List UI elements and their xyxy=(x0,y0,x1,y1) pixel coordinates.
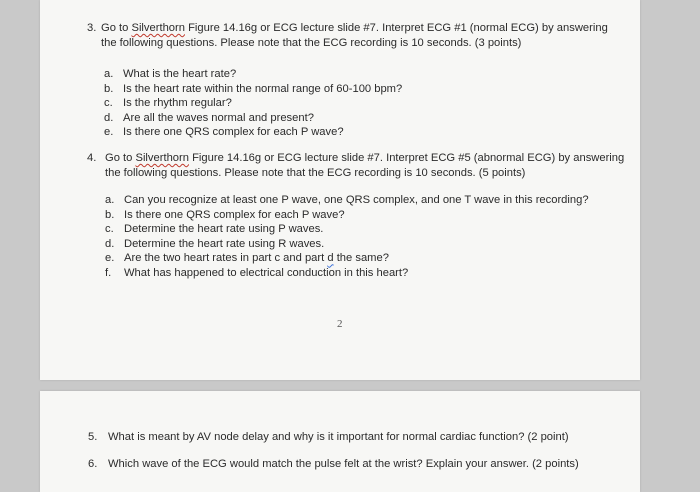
question-text-suffix: Figure 14.16g or ECG lecture slide #7. Interpret ECG #1 (normal ECG) by answering the following questions. Please note that the ECG recording is 10 seconds. (3 points) xyxy=(101,22,608,49)
question-number: 6. xyxy=(88,458,98,470)
item-text: Can you recognize at least one P wave, one QRS complex, and one T wave in this recording? xyxy=(124,194,589,206)
item-text: Are all the waves normal and present? xyxy=(123,111,314,124)
question-text-suffix: Figure 14.16g or ECG lecture slide #7. Interpret ECG #5 (abnormal ECG) by answering the following questions. Please note that the ECG recording is 10 seconds. (5 points) xyxy=(105,152,625,179)
item-letter: b. xyxy=(105,208,115,221)
question-number: 5. xyxy=(88,431,98,443)
item-text: What has happened to electrical conduction in this heart? xyxy=(124,266,409,279)
question-number: 3. xyxy=(87,22,97,34)
question-text xyxy=(105,151,625,181)
question-text-prefix: Go to xyxy=(101,22,132,34)
item-text-prefix: Are the two heart rates in part c and part xyxy=(124,252,328,265)
list-item xyxy=(104,125,402,140)
item-letter: f. xyxy=(105,266,112,279)
grammar-marked-word: d xyxy=(327,252,334,265)
list-item xyxy=(105,266,589,281)
list-item xyxy=(104,82,402,97)
item-text: Is there one QRS complex for each P wave? xyxy=(123,126,344,139)
list-item xyxy=(104,67,402,82)
page-number: 2 xyxy=(337,318,343,330)
question-4-items xyxy=(105,193,589,281)
list-item xyxy=(105,222,589,237)
question-text: Which wave of the ECG would match the pulse felt at the wrist? Explain your answer. (2 points) xyxy=(108,458,579,470)
list-item xyxy=(105,237,589,252)
item-text: Determine the heart rate using R waves. xyxy=(124,237,325,250)
document-page-1 xyxy=(40,0,640,380)
spellcheck-word: Silverthorn xyxy=(135,152,189,164)
item-letter: d. xyxy=(104,111,114,124)
item-letter: a. xyxy=(104,68,114,80)
document-page-2 xyxy=(40,391,640,492)
question-number: 4. xyxy=(87,152,97,164)
question-text xyxy=(101,21,621,51)
question-text-prefix: Go to xyxy=(105,152,136,164)
item-text: Is the rhythm regular? xyxy=(123,97,232,110)
item-letter: c. xyxy=(104,97,113,110)
item-letter: a. xyxy=(105,194,115,206)
list-item xyxy=(105,208,589,223)
item-letter: c. xyxy=(105,223,114,236)
item-text: Is the heart rate within the normal range of 60-100 bpm? xyxy=(123,82,403,95)
list-item xyxy=(105,251,589,266)
item-letter: e. xyxy=(104,126,114,139)
item-text-suffix: the same? xyxy=(333,252,389,265)
item-letter: e. xyxy=(105,252,115,265)
spellcheck-word: Silverthorn xyxy=(131,22,185,34)
question-3-items xyxy=(104,67,402,140)
question-text: What is meant by AV node delay and why is it important for normal cardiac function? (2 point) xyxy=(108,431,569,443)
item-text: What is the heart rate? xyxy=(123,68,237,80)
list-item xyxy=(104,111,402,126)
list-item xyxy=(104,96,402,111)
item-letter: b. xyxy=(104,82,114,95)
item-text: Is there one QRS complex for each P wave? xyxy=(124,208,345,221)
list-item xyxy=(105,193,589,208)
item-letter: d. xyxy=(105,237,115,250)
item-text: Determine the heart rate using P waves. xyxy=(124,223,324,236)
